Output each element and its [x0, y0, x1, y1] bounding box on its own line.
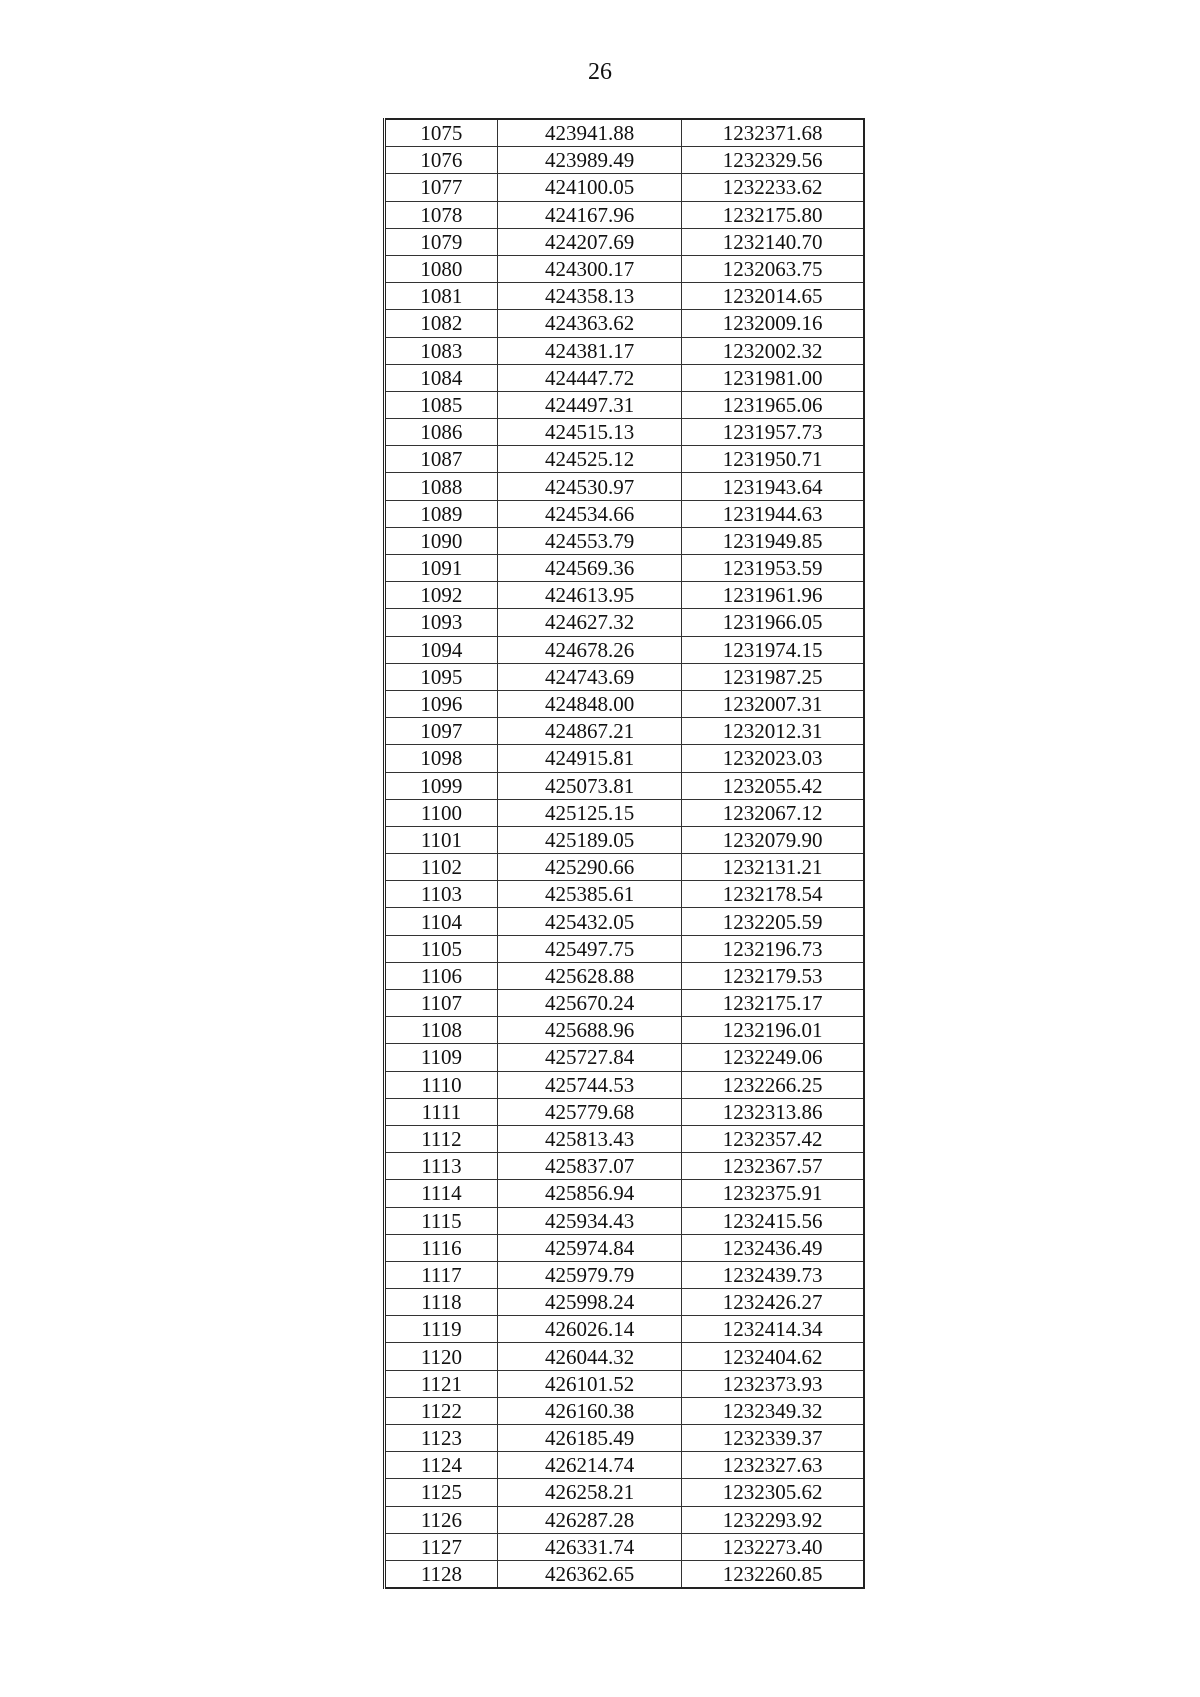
y-coordinate-cell: 1232436.49	[682, 1234, 864, 1261]
table-row	[385, 1316, 865, 1343]
x-coordinate-cell: 425727.84	[497, 1044, 681, 1071]
x-coordinate-cell: 426214.74	[497, 1452, 681, 1479]
x-coordinate-cell: 425744.53	[497, 1071, 681, 1098]
table-row	[385, 364, 865, 391]
y-coordinate-cell: 1232205.59	[682, 908, 864, 935]
table-row	[385, 255, 865, 282]
y-coordinate-cell: 1232131.21	[682, 854, 864, 881]
table-row	[385, 935, 865, 962]
point-number-cell: 1103	[385, 881, 498, 908]
table-row	[385, 1343, 865, 1370]
x-coordinate-cell: 426044.32	[497, 1343, 681, 1370]
point-number-cell: 1113	[385, 1153, 498, 1180]
y-coordinate-cell: 1232339.37	[682, 1425, 864, 1452]
x-coordinate-cell: 424530.97	[497, 473, 681, 500]
table-row	[385, 500, 865, 527]
x-coordinate-cell: 425628.88	[497, 962, 681, 989]
x-coordinate-cell: 424915.81	[497, 745, 681, 772]
page-number: 26	[588, 59, 612, 85]
x-coordinate-cell: 424867.21	[497, 718, 681, 745]
x-coordinate-cell: 424743.69	[497, 663, 681, 690]
x-coordinate-cell: 424447.72	[497, 364, 681, 391]
y-coordinate-cell: 1232179.53	[682, 962, 864, 989]
y-coordinate-cell: 1232329.56	[682, 147, 864, 174]
table-row	[385, 799, 865, 826]
y-coordinate-cell: 1232375.91	[682, 1180, 864, 1207]
table-row	[385, 1180, 865, 1207]
point-number-cell: 1100	[385, 799, 498, 826]
table-row	[385, 228, 865, 255]
table-row	[385, 718, 865, 745]
point-number-cell: 1107	[385, 990, 498, 1017]
point-number-cell: 1078	[385, 201, 498, 228]
x-coordinate-cell: 425385.61	[497, 881, 681, 908]
x-coordinate-cell: 424515.13	[497, 419, 681, 446]
y-coordinate-cell: 1231943.64	[682, 473, 864, 500]
point-number-cell: 1099	[385, 772, 498, 799]
y-coordinate-cell: 1232063.75	[682, 255, 864, 282]
y-coordinate-cell: 1232178.54	[682, 881, 864, 908]
table-row	[385, 1153, 865, 1180]
y-coordinate-cell: 1231950.71	[682, 446, 864, 473]
x-coordinate-cell: 425688.96	[497, 1017, 681, 1044]
table-row	[385, 881, 865, 908]
point-number-cell: 1082	[385, 310, 498, 337]
y-coordinate-cell: 1231949.85	[682, 527, 864, 554]
y-coordinate-cell: 1232233.62	[682, 174, 864, 201]
y-coordinate-cell: 1232140.70	[682, 228, 864, 255]
coordinates-table	[383, 118, 865, 1589]
point-number-cell: 1083	[385, 337, 498, 364]
point-number-cell: 1127	[385, 1533, 498, 1560]
x-coordinate-cell: 424167.96	[497, 201, 681, 228]
y-coordinate-cell: 1232414.34	[682, 1316, 864, 1343]
point-number-cell: 1097	[385, 718, 498, 745]
point-number-cell: 1079	[385, 228, 498, 255]
point-number-cell: 1076	[385, 147, 498, 174]
table-row	[385, 990, 865, 1017]
y-coordinate-cell: 1232009.16	[682, 310, 864, 337]
point-number-cell: 1119	[385, 1316, 498, 1343]
table-row	[385, 174, 865, 201]
x-coordinate-cell: 423941.88	[497, 119, 681, 147]
table-row	[385, 1506, 865, 1533]
y-coordinate-cell: 1232404.62	[682, 1343, 864, 1370]
point-number-cell: 1096	[385, 690, 498, 717]
x-coordinate-cell: 425779.68	[497, 1098, 681, 1125]
x-coordinate-cell: 425125.15	[497, 799, 681, 826]
y-coordinate-cell: 1232014.65	[682, 283, 864, 310]
point-number-cell: 1109	[385, 1044, 498, 1071]
table-row	[385, 119, 865, 147]
y-coordinate-cell: 1232439.73	[682, 1261, 864, 1288]
table-row	[385, 1261, 865, 1288]
x-coordinate-cell: 424678.26	[497, 636, 681, 663]
x-coordinate-cell: 424848.00	[497, 690, 681, 717]
table-row	[385, 1479, 865, 1506]
y-coordinate-cell: 1231965.06	[682, 391, 864, 418]
table-row	[385, 1289, 865, 1316]
x-coordinate-cell: 426287.28	[497, 1506, 681, 1533]
x-coordinate-cell: 424497.31	[497, 391, 681, 418]
x-coordinate-cell: 424525.12	[497, 446, 681, 473]
y-coordinate-cell: 1232175.17	[682, 990, 864, 1017]
x-coordinate-cell: 425813.43	[497, 1125, 681, 1152]
x-coordinate-cell: 425837.07	[497, 1153, 681, 1180]
point-number-cell: 1094	[385, 636, 498, 663]
y-coordinate-cell: 1232055.42	[682, 772, 864, 799]
table-row	[385, 1234, 865, 1261]
point-number-cell: 1115	[385, 1207, 498, 1234]
point-number-cell: 1091	[385, 555, 498, 582]
y-coordinate-cell: 1232273.40	[682, 1533, 864, 1560]
point-number-cell: 1077	[385, 174, 498, 201]
y-coordinate-cell: 1232249.06	[682, 1044, 864, 1071]
point-number-cell: 1086	[385, 419, 498, 446]
x-coordinate-cell: 425290.66	[497, 854, 681, 881]
x-coordinate-cell: 424569.36	[497, 555, 681, 582]
table-row	[385, 1425, 865, 1452]
x-coordinate-cell: 426101.52	[497, 1370, 681, 1397]
point-number-cell: 1085	[385, 391, 498, 418]
y-coordinate-cell: 1232305.62	[682, 1479, 864, 1506]
table-row	[385, 1533, 865, 1560]
y-coordinate-cell: 1232293.92	[682, 1506, 864, 1533]
point-number-cell: 1111	[385, 1098, 498, 1125]
table-row	[385, 690, 865, 717]
point-number-cell: 1080	[385, 255, 498, 282]
x-coordinate-cell: 426331.74	[497, 1533, 681, 1560]
table-row	[385, 1017, 865, 1044]
x-coordinate-cell: 424381.17	[497, 337, 681, 364]
y-coordinate-cell: 1232426.27	[682, 1289, 864, 1316]
point-number-cell: 1117	[385, 1261, 498, 1288]
point-number-cell: 1116	[385, 1234, 498, 1261]
y-coordinate-cell: 1232373.93	[682, 1370, 864, 1397]
x-coordinate-cell: 424300.17	[497, 255, 681, 282]
point-number-cell: 1123	[385, 1425, 498, 1452]
point-number-cell: 1105	[385, 935, 498, 962]
table-row	[385, 1207, 865, 1234]
point-number-cell: 1110	[385, 1071, 498, 1098]
table-row	[385, 391, 865, 418]
x-coordinate-cell: 425934.43	[497, 1207, 681, 1234]
x-coordinate-cell: 425974.84	[497, 1234, 681, 1261]
point-number-cell: 1104	[385, 908, 498, 935]
y-coordinate-cell: 1232007.31	[682, 690, 864, 717]
y-coordinate-cell: 1231944.63	[682, 500, 864, 527]
table-row	[385, 337, 865, 364]
x-coordinate-cell: 426362.65	[497, 1560, 681, 1588]
point-number-cell: 1089	[385, 500, 498, 527]
table-row	[385, 283, 865, 310]
point-number-cell: 1114	[385, 1180, 498, 1207]
table-row	[385, 1044, 865, 1071]
y-coordinate-cell: 1231966.05	[682, 609, 864, 636]
table-row	[385, 1397, 865, 1424]
y-coordinate-cell: 1231957.73	[682, 419, 864, 446]
point-number-cell: 1101	[385, 826, 498, 853]
y-coordinate-cell: 1232196.73	[682, 935, 864, 962]
table-row	[385, 1098, 865, 1125]
table-row	[385, 962, 865, 989]
y-coordinate-cell: 1231953.59	[682, 555, 864, 582]
y-coordinate-cell: 1232349.32	[682, 1397, 864, 1424]
y-coordinate-cell: 1231961.96	[682, 582, 864, 609]
x-coordinate-cell: 425856.94	[497, 1180, 681, 1207]
table-row	[385, 1452, 865, 1479]
y-coordinate-cell: 1232313.86	[682, 1098, 864, 1125]
x-coordinate-cell: 423989.49	[497, 147, 681, 174]
y-coordinate-cell: 1232415.56	[682, 1207, 864, 1234]
y-coordinate-cell: 1232196.01	[682, 1017, 864, 1044]
x-coordinate-cell: 424207.69	[497, 228, 681, 255]
x-coordinate-cell: 425073.81	[497, 772, 681, 799]
table-row	[385, 826, 865, 853]
table-row	[385, 147, 865, 174]
point-number-cell: 1121	[385, 1370, 498, 1397]
x-coordinate-cell: 425998.24	[497, 1289, 681, 1316]
x-coordinate-cell: 424363.62	[497, 310, 681, 337]
point-number-cell: 1075	[385, 119, 498, 147]
y-coordinate-cell: 1231981.00	[682, 364, 864, 391]
table-row	[385, 419, 865, 446]
point-number-cell: 1118	[385, 1289, 498, 1316]
x-coordinate-cell: 424534.66	[497, 500, 681, 527]
point-number-cell: 1095	[385, 663, 498, 690]
table-row	[385, 1125, 865, 1152]
table-row	[385, 1560, 865, 1588]
y-coordinate-cell: 1232012.31	[682, 718, 864, 745]
table-row	[385, 201, 865, 228]
y-coordinate-cell: 1232327.63	[682, 1452, 864, 1479]
x-coordinate-cell: 424100.05	[497, 174, 681, 201]
table-row	[385, 555, 865, 582]
point-number-cell: 1084	[385, 364, 498, 391]
table-row	[385, 609, 865, 636]
table-row	[385, 527, 865, 554]
x-coordinate-cell: 424627.32	[497, 609, 681, 636]
point-number-cell: 1108	[385, 1017, 498, 1044]
y-coordinate-cell: 1232266.25	[682, 1071, 864, 1098]
table-row	[385, 745, 865, 772]
point-number-cell: 1122	[385, 1397, 498, 1424]
point-number-cell: 1093	[385, 609, 498, 636]
point-number-cell: 1090	[385, 527, 498, 554]
table-row	[385, 636, 865, 663]
x-coordinate-cell: 424613.95	[497, 582, 681, 609]
coordinates-table-body	[385, 119, 865, 1588]
table-row	[385, 854, 865, 881]
table-row	[385, 663, 865, 690]
x-coordinate-cell: 426026.14	[497, 1316, 681, 1343]
point-number-cell: 1120	[385, 1343, 498, 1370]
y-coordinate-cell: 1232079.90	[682, 826, 864, 853]
x-coordinate-cell: 425979.79	[497, 1261, 681, 1288]
table-row	[385, 582, 865, 609]
y-coordinate-cell: 1232367.57	[682, 1153, 864, 1180]
point-number-cell: 1087	[385, 446, 498, 473]
table-row	[385, 908, 865, 935]
point-number-cell: 1098	[385, 745, 498, 772]
x-coordinate-cell: 426185.49	[497, 1425, 681, 1452]
table-row	[385, 772, 865, 799]
point-number-cell: 1088	[385, 473, 498, 500]
x-coordinate-cell: 425432.05	[497, 908, 681, 935]
point-number-cell: 1128	[385, 1560, 498, 1588]
x-coordinate-cell: 426258.21	[497, 1479, 681, 1506]
y-coordinate-cell: 1232371.68	[682, 119, 864, 147]
y-coordinate-cell: 1232067.12	[682, 799, 864, 826]
point-number-cell: 1106	[385, 962, 498, 989]
point-number-cell: 1102	[385, 854, 498, 881]
table-row	[385, 1370, 865, 1397]
table-row	[385, 310, 865, 337]
x-coordinate-cell: 425497.75	[497, 935, 681, 962]
point-number-cell: 1125	[385, 1479, 498, 1506]
point-number-cell: 1126	[385, 1506, 498, 1533]
x-coordinate-cell: 424358.13	[497, 283, 681, 310]
x-coordinate-cell: 425670.24	[497, 990, 681, 1017]
y-coordinate-cell: 1232023.03	[682, 745, 864, 772]
y-coordinate-cell: 1232260.85	[682, 1560, 864, 1588]
y-coordinate-cell: 1231974.15	[682, 636, 864, 663]
table-row	[385, 1071, 865, 1098]
y-coordinate-cell: 1232175.80	[682, 201, 864, 228]
point-number-cell: 1124	[385, 1452, 498, 1479]
table-row	[385, 446, 865, 473]
point-number-cell: 1092	[385, 582, 498, 609]
table-row	[385, 473, 865, 500]
x-coordinate-cell: 425189.05	[497, 826, 681, 853]
point-number-cell: 1081	[385, 283, 498, 310]
y-coordinate-cell: 1232357.42	[682, 1125, 864, 1152]
x-coordinate-cell: 426160.38	[497, 1397, 681, 1424]
y-coordinate-cell: 1232002.32	[682, 337, 864, 364]
point-number-cell: 1112	[385, 1125, 498, 1152]
y-coordinate-cell: 1231987.25	[682, 663, 864, 690]
x-coordinate-cell: 424553.79	[497, 527, 681, 554]
